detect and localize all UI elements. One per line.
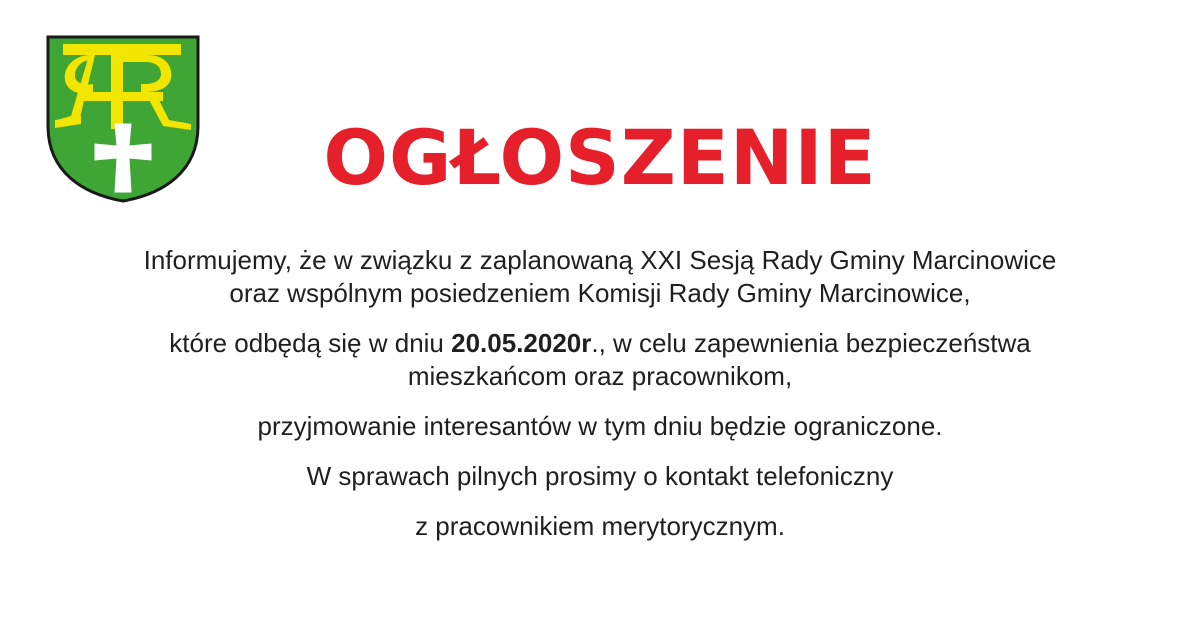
paragraph-session-info	[60, 244, 1140, 310]
paragraph-text: ., w celu zapewnienia bezpieczeństwa	[591, 328, 1031, 358]
paragraph-restriction: przyjmowanie interesantów w tym dniu będzie ograniczone.	[257, 411, 943, 441]
paragraph-contact: W sprawach pilnych prosimy o kontakt telefoniczny	[306, 461, 894, 491]
coat-of-arms-icon	[45, 34, 201, 204]
paragraph-contact-person: z pracownikiem merytorycznym.	[415, 511, 785, 541]
paragraph-text: które odbędą się w dniu	[169, 328, 452, 358]
session-date: 20.05.2020r	[451, 328, 592, 358]
announcement-title: OGŁOSZENIE	[323, 113, 877, 202]
paragraph-line: oraz wspólnym posiedzeniem Komisji Rady Gminy Marcinowice,	[229, 278, 971, 308]
paragraph-date-info	[60, 327, 1140, 393]
paragraph-line: mieszkańcom oraz pracownikom,	[407, 361, 793, 391]
paragraph-line: Informujemy, że w związku z zaplanowaną XXI Sesją Rady Gminy Marcinowice	[143, 245, 1057, 275]
announcement-body	[60, 244, 1140, 543]
